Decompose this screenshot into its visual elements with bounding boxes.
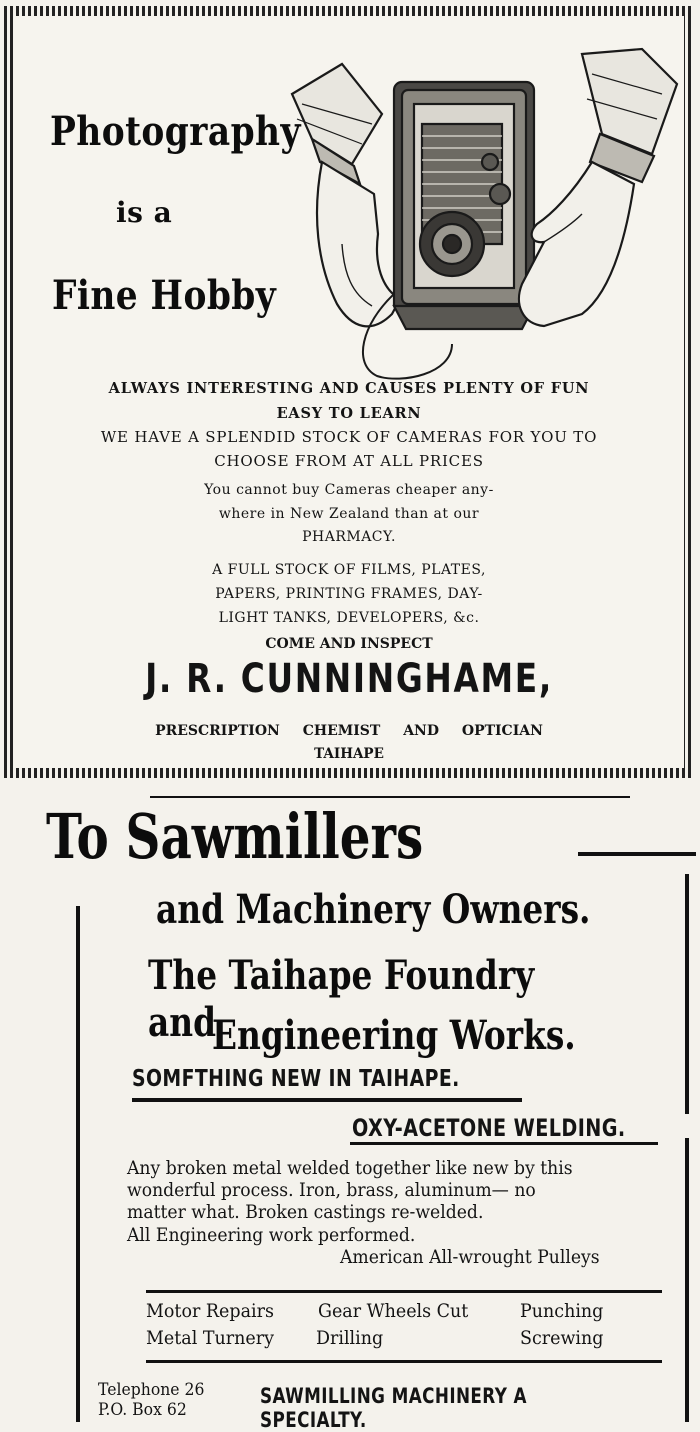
ad1-line-tanks: LIGHT TANKS, DEVELOPERS, &c. bbox=[218, 610, 480, 626]
right-vertical-rule-top bbox=[685, 874, 689, 1114]
subhead-welding: OXY-ACETONE WELDING. bbox=[352, 1114, 626, 1142]
ad1-line-interesting: ALWAYS INTERESTING AND CAUSES PLENTY OF FUN bbox=[108, 380, 590, 397]
service-punching: Punching bbox=[520, 1300, 604, 1322]
ad1-merchant-name: J. R. CUNNINGHAME, bbox=[145, 656, 553, 702]
subhead-rule-2 bbox=[350, 1142, 658, 1145]
side-rule-top bbox=[578, 852, 696, 856]
specialty-banner: SAWMILLING MACHINERY A SPECIALTY. bbox=[260, 1384, 527, 1432]
services-rule-bottom bbox=[146, 1360, 662, 1363]
headline-engineering-works: Engineering Works. bbox=[212, 1012, 576, 1059]
headline-photography: Photography bbox=[50, 108, 301, 155]
subhead-something-new: SOMFTHING NEW IN TAIHAPE. bbox=[132, 1066, 460, 1092]
ad1-line-new-zealand: where in New Zealand than at our bbox=[218, 506, 480, 522]
ad1-line-stock: WE HAVE A SPLENDID STOCK OF CAMERAS FOR YOU TO bbox=[100, 428, 598, 446]
telephone-number: Telephone 26 bbox=[98, 1380, 205, 1400]
photography-advertisement bbox=[4, 6, 694, 778]
ad1-line-profession: PRESCRIPTION CHEMIST AND OPTICIAN bbox=[155, 723, 543, 739]
headline-fine-hobby: Fine Hobby bbox=[52, 272, 277, 319]
ad1-line-cheaper: You cannot buy Cameras cheaper any- bbox=[204, 482, 494, 498]
top-rule bbox=[150, 796, 630, 798]
service-motor-repairs: Motor Repairs bbox=[146, 1300, 274, 1322]
headline-to-sawmillers: To Sawmillers bbox=[46, 800, 424, 873]
ad1-line-inspect: COME AND INSPECT bbox=[265, 636, 433, 652]
ad1-line-easy: EASY TO LEARN bbox=[276, 405, 422, 422]
subhead-rule-1 bbox=[132, 1098, 522, 1102]
service-gear-wheels: Gear Wheels Cut bbox=[318, 1300, 469, 1322]
ad1-line-pharmacy: PHARMACY. bbox=[302, 529, 396, 545]
right-vertical-rule-bottom bbox=[685, 1138, 689, 1422]
ad1-line-town: TAIHAPE bbox=[314, 746, 384, 762]
service-metal-turnery: Metal Turnery bbox=[146, 1327, 274, 1349]
ad1-line-papers: PAPERS, PRINTING FRAMES, DAY- bbox=[215, 586, 483, 602]
body-line-5: American All-wrought Pulleys bbox=[340, 1247, 600, 1268]
ad1-line-prices: CHOOSE FROM AT ALL PRICES bbox=[214, 452, 484, 470]
ad1-line-films: A FULL STOCK OF FILMS, PLATES, bbox=[212, 562, 486, 578]
camera-hands-illustration bbox=[282, 44, 682, 384]
po-box: P.O. Box 62 bbox=[98, 1400, 187, 1420]
body-line-4: All Engineering work performed. bbox=[127, 1225, 416, 1246]
body-line-2: wonderful process. Iron, brass, aluminum— no bbox=[127, 1180, 536, 1201]
body-line-1: Any broken metal welded together like new by this bbox=[127, 1158, 573, 1179]
ad1-content bbox=[14, 16, 684, 768]
body-line-3: matter what. Broken castings re-welded. bbox=[127, 1202, 484, 1223]
headline-machinery-owners: and Machinery Owners. bbox=[156, 886, 591, 933]
service-drilling: Drilling bbox=[316, 1327, 384, 1349]
headline-taihape-foundry: The Taihape Foundry and bbox=[148, 952, 535, 1046]
service-screwing: Screwing bbox=[520, 1327, 604, 1349]
headline-is-a: is a bbox=[116, 196, 173, 229]
left-vertical-rule bbox=[76, 906, 80, 1422]
services-rule-top bbox=[146, 1290, 662, 1293]
